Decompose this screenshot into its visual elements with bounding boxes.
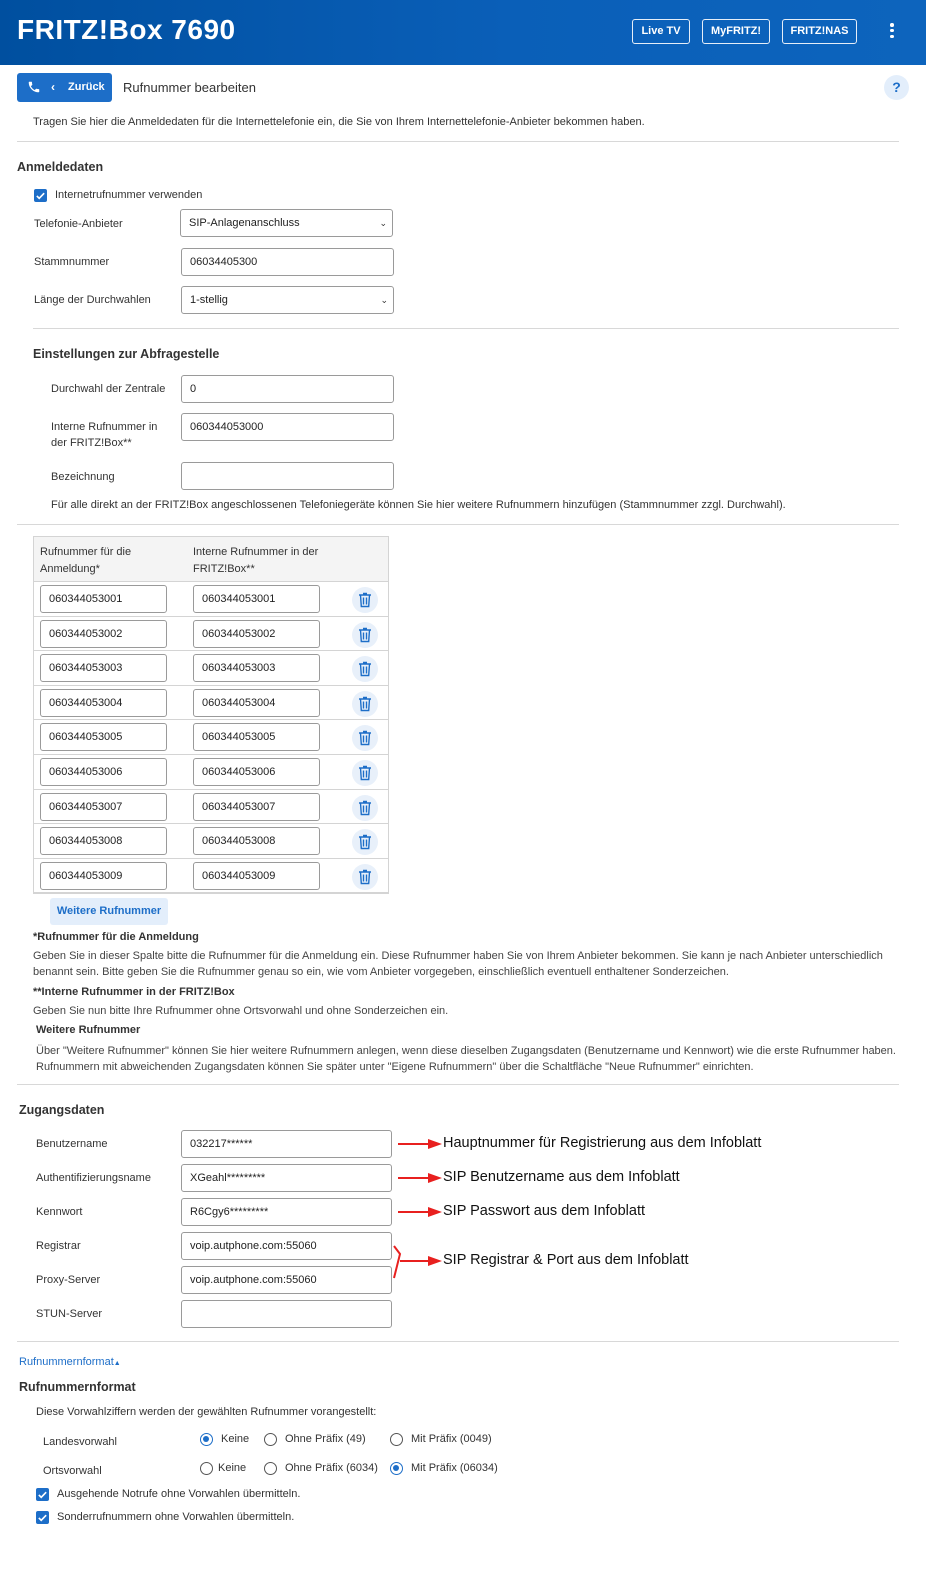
stammnummer-input[interactable] bbox=[181, 248, 394, 276]
trash-icon bbox=[358, 592, 372, 608]
table-row bbox=[34, 582, 388, 617]
radio-label: Keine bbox=[221, 1433, 250, 1445]
landesvorwahl-label: Landesvorwahl bbox=[43, 1436, 117, 1448]
registrar-label: Registrar bbox=[36, 1240, 81, 1252]
col-header-line: Interne Rufnummer in der bbox=[193, 546, 319, 558]
section-title-anmeldedaten: Anmeldedaten bbox=[17, 160, 104, 174]
benutzername-label: Benutzername bbox=[36, 1138, 108, 1150]
benutzername-input[interactable] bbox=[181, 1130, 392, 1158]
orts-radio-keine[interactable] bbox=[200, 1462, 213, 1475]
delete-row-button[interactable] bbox=[352, 760, 378, 786]
delete-row-button[interactable] bbox=[352, 691, 378, 717]
toggle-label: Rufnummernformat bbox=[19, 1356, 114, 1368]
note-title: **Interne Rufnummer in der FRITZ!Box bbox=[33, 986, 235, 998]
back-button[interactable] bbox=[17, 73, 112, 102]
landes-radio-mit-praefix[interactable] bbox=[390, 1433, 403, 1446]
zentrale-input[interactable] bbox=[181, 375, 394, 403]
note-text: benannt sein. Bitte geben Sie die Rufnummer genau so ein, wie vom Anbieter vorgegeben, einschließlich eventuell enthaltener Sonderzeichen. bbox=[33, 966, 729, 978]
intern-number-input[interactable] bbox=[193, 654, 320, 682]
intern-number-input[interactable] bbox=[193, 723, 320, 751]
ortsvorwahl-label: Ortsvorwahl bbox=[43, 1465, 102, 1477]
annotation-text: Hauptnummer für Registrierung aus dem Infoblatt bbox=[443, 1135, 762, 1151]
trash-icon bbox=[358, 869, 372, 885]
fritznas-button[interactable]: FRITZ!NAS bbox=[782, 19, 857, 44]
page-title: Rufnummer bearbeiten bbox=[123, 80, 256, 95]
check-icon bbox=[35, 190, 46, 201]
table-row bbox=[34, 755, 388, 790]
check-icon bbox=[37, 1489, 48, 1500]
intern-label-line2: der FRITZ!Box** bbox=[51, 437, 132, 449]
radio-label: Ohne Präfix (49) bbox=[285, 1433, 366, 1445]
section-title-rufnummernformat: Rufnummernformat bbox=[19, 1380, 136, 1394]
note-text: Rufnummern mit abweichenden Zugangsdaten können Sie später unter "Eigene Rufnummern" über die Schaltfläche "Neue Rufnummer" einrichten. bbox=[36, 1061, 754, 1073]
bezeichnung-label: Bezeichnung bbox=[51, 471, 115, 483]
abfragestelle-hint: Für alle direkt an der FRITZ!Box angeschlossenen Telefoniegeräte können Sie hier weitere Rufnummern hinzufügen (Stammnummer zzgl. Durchwahl). bbox=[51, 499, 786, 511]
anmeldung-number-input[interactable] bbox=[40, 654, 167, 682]
table-row bbox=[34, 859, 388, 894]
use-internet-number-checkbox[interactable] bbox=[34, 189, 47, 202]
landes-radio-keine[interactable] bbox=[200, 1433, 213, 1446]
proxy-input[interactable] bbox=[181, 1266, 392, 1294]
delete-row-button[interactable] bbox=[352, 725, 378, 751]
intern-number-input[interactable] bbox=[193, 862, 320, 890]
live-tv-button[interactable]: Live TV bbox=[632, 19, 690, 44]
brand-title: FRITZ!Box 7690 bbox=[17, 14, 236, 45]
section-title-zugangsdaten: Zugangsdaten bbox=[19, 1103, 105, 1117]
trash-icon bbox=[358, 730, 372, 746]
delete-row-button[interactable] bbox=[352, 795, 378, 821]
table-row bbox=[34, 720, 388, 755]
anmeldung-number-input[interactable] bbox=[40, 862, 167, 890]
myfritz-button[interactable]: MyFRITZ! bbox=[702, 19, 770, 44]
stammnummer-label: Stammnummer bbox=[34, 256, 110, 268]
provider-label: Telefonie-Anbieter bbox=[34, 218, 123, 230]
trash-icon bbox=[358, 696, 372, 712]
radio-label: Ohne Präfix (6034) bbox=[285, 1462, 378, 1474]
divider bbox=[17, 1341, 899, 1342]
top-header bbox=[0, 0, 926, 65]
table-row bbox=[34, 686, 388, 721]
notruf-label: Ausgehende Notrufe ohne Vorwahlen übermitteln. bbox=[57, 1488, 301, 1500]
delete-row-button[interactable] bbox=[352, 622, 378, 648]
note-text: Geben Sie nun bitte Ihre Rufnummer ohne Ortsvorwahl und ohne Sonderzeichen ein. bbox=[33, 1005, 449, 1017]
anmeldung-number-input[interactable] bbox=[40, 723, 167, 751]
annotation-text: SIP Passwort aus dem Infoblatt bbox=[443, 1203, 646, 1219]
anmeldung-number-input[interactable] bbox=[40, 793, 167, 821]
divider bbox=[33, 328, 899, 329]
auth-label: Authentifizierungsname bbox=[36, 1172, 151, 1184]
notruf-checkbox[interactable] bbox=[36, 1488, 49, 1501]
note-text: Geben Sie in dieser Spalte bitte die Rufnummer für die Anmeldung ein. Diese Rufnummer haben Sie von Ihrem Anbieter bekommen. Sie kann je nach Anbieter unterschiedlich bbox=[33, 950, 883, 962]
intern-number-input[interactable] bbox=[181, 413, 394, 441]
use-internet-number-label: Internetrufnummer verwenden bbox=[55, 189, 203, 201]
stun-input[interactable] bbox=[181, 1300, 392, 1328]
anmeldung-number-input[interactable] bbox=[40, 620, 167, 648]
check-icon bbox=[37, 1512, 48, 1523]
rufnummernformat-toggle[interactable] bbox=[19, 1356, 121, 1368]
note-title: Weitere Rufnummer bbox=[36, 1024, 141, 1036]
bezeichnung-input[interactable] bbox=[181, 462, 394, 490]
phone-icon bbox=[27, 80, 41, 94]
intern-number-input[interactable] bbox=[193, 758, 320, 786]
kennwort-label: Kennwort bbox=[36, 1206, 83, 1218]
note-text: Über "Weitere Rufnummer" können Sie hier weitere Rufnummern anlegen, wenn diese dieselben Zugangsdaten (Benutzername und Kennwort) wie die erste Rufnummer haben. bbox=[36, 1045, 896, 1057]
durchwahl-length-select[interactable] bbox=[181, 286, 394, 314]
intern-number-input[interactable] bbox=[193, 620, 320, 648]
anmeldung-number-input[interactable] bbox=[40, 689, 167, 717]
anmeldung-number-input[interactable] bbox=[40, 585, 167, 613]
durchwahl-length-selected-value: 1-stellig bbox=[190, 294, 228, 306]
registrar-input[interactable] bbox=[181, 1232, 392, 1260]
table-row bbox=[34, 790, 388, 825]
divider bbox=[17, 141, 899, 142]
intern-number-input[interactable] bbox=[193, 585, 320, 613]
table-row bbox=[34, 617, 388, 652]
annotation-text: SIP Benutzername aus dem Infoblatt bbox=[443, 1169, 680, 1185]
caret-up-icon: ▲ bbox=[113, 1360, 121, 1367]
divider bbox=[17, 1084, 899, 1085]
anmeldung-number-input[interactable] bbox=[40, 827, 167, 855]
note-title: *Rufnummer für die Anmeldung bbox=[33, 931, 199, 943]
col-header-intern bbox=[193, 544, 318, 578]
intern-label-line1: Interne Rufnummer in bbox=[51, 421, 158, 433]
chevron-down-icon: ⌄ bbox=[379, 218, 387, 228]
delete-row-button[interactable] bbox=[352, 656, 378, 682]
trash-icon bbox=[358, 834, 372, 850]
add-number-button[interactable]: Weitere Rufnummer bbox=[50, 898, 168, 925]
trash-icon bbox=[358, 765, 372, 781]
more-menu-icon[interactable] bbox=[889, 23, 895, 41]
divider bbox=[17, 524, 899, 525]
col-header-line: Rufnummer für die bbox=[40, 546, 132, 558]
anmeldung-number-input[interactable] bbox=[40, 758, 167, 786]
col-header-line: Anmeldung* bbox=[40, 563, 100, 575]
trash-icon bbox=[358, 800, 372, 816]
trash-icon bbox=[358, 627, 372, 643]
col-header-anmeldung bbox=[40, 544, 131, 578]
durchwahl-length-label: Länge der Durchwahlen bbox=[34, 294, 151, 306]
delete-row-button[interactable] bbox=[352, 587, 378, 613]
section-title-abfragestelle: Einstellungen zur Abfragestelle bbox=[33, 347, 220, 361]
intern-number-input[interactable] bbox=[193, 827, 320, 855]
kennwort-input[interactable] bbox=[181, 1198, 392, 1226]
radio-label: Mit Präfix (06034) bbox=[411, 1462, 498, 1474]
provider-selected-value: SIP-Anlagenanschluss bbox=[189, 217, 300, 229]
sonderrufnummern-label: Sonderrufnummern ohne Vorwahlen übermitteln. bbox=[57, 1511, 295, 1523]
sonderrufnummern-checkbox[interactable] bbox=[36, 1511, 49, 1524]
stun-label: STUN-Server bbox=[36, 1308, 103, 1320]
orts-radio-ohne-praefix[interactable] bbox=[264, 1462, 277, 1475]
intro-text: Tragen Sie hier die Anmeldedaten für die Internettelefonie ein, die Sie von Ihrem Internettelefonie-Anbieter bekommen haben. bbox=[33, 116, 645, 128]
help-button[interactable]: ? bbox=[884, 75, 909, 100]
proxy-label: Proxy-Server bbox=[36, 1274, 101, 1286]
trash-icon bbox=[358, 661, 372, 677]
landes-radio-ohne-praefix[interactable] bbox=[264, 1433, 277, 1446]
back-label: Zurück bbox=[68, 81, 105, 93]
table-row bbox=[34, 651, 388, 686]
intern-number-input[interactable] bbox=[193, 689, 320, 717]
chevron-left-icon: ‹ bbox=[51, 80, 55, 94]
table-header bbox=[34, 537, 388, 582]
radio-label: Mit Präfix (0049) bbox=[411, 1433, 492, 1445]
annotation-text: SIP Registrar & Port aus dem Infoblatt bbox=[443, 1252, 689, 1268]
orts-radio-mit-praefix[interactable] bbox=[390, 1462, 403, 1475]
rufnummernformat-desc: Diese Vorwahlziffern werden der gewählten Rufnummer vorangestellt: bbox=[36, 1406, 377, 1418]
col-header-line: FRITZ!Box** bbox=[193, 563, 255, 575]
delete-row-button[interactable] bbox=[352, 864, 378, 890]
provider-select[interactable] bbox=[180, 209, 393, 237]
chevron-down-icon: ⌄ bbox=[380, 295, 388, 305]
zentrale-label: Durchwahl der Zentrale bbox=[51, 383, 166, 395]
numbers-table bbox=[33, 536, 389, 894]
delete-row-button[interactable] bbox=[352, 829, 378, 855]
radio-label: Keine bbox=[218, 1462, 247, 1474]
intern-number-input[interactable] bbox=[193, 793, 320, 821]
auth-name-input[interactable] bbox=[181, 1164, 392, 1192]
table-row bbox=[34, 824, 388, 859]
